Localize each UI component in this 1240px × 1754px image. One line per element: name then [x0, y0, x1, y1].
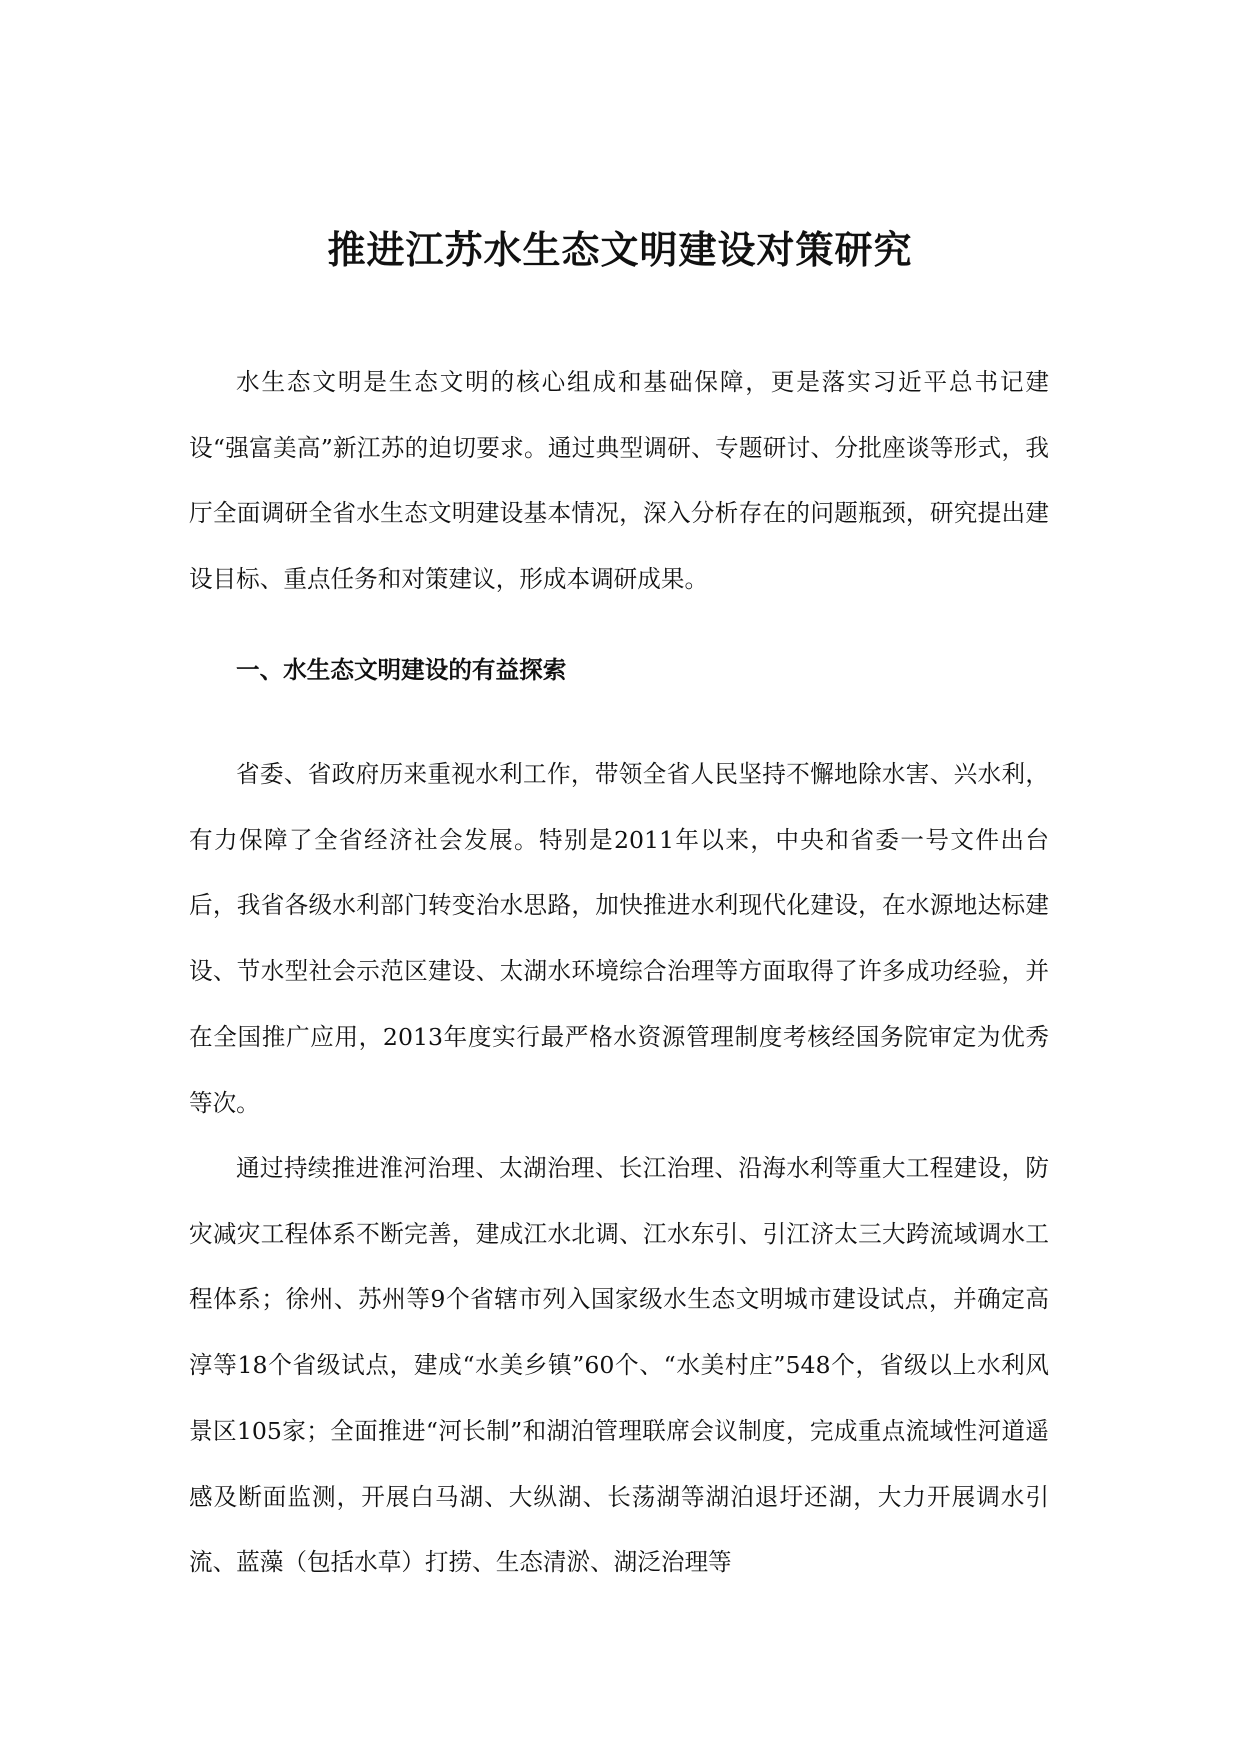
body-paragraph-1: 省委、省政府历来重视水利工作，带领全省人民坚持不懈地除水害、兴水利，有力保障了全省经济社会发展。特别是2011年以来，中央和省委一号文件出台后，我省各级水利部门转变治水思路，加快推进水利现代化建设，在水源地达标建设、节水型社会示范区建设、太湖水环境综合治理等方面取得了许多成功经验，并在全国推广应用，2013年度实行最严格水资源管理制度考核经国务院审定为优秀等次。: [189, 760, 1049, 1117]
section-heading: 一、水生态文明建设的有益探索: [236, 656, 567, 684]
intro-paragraph: 水生态文明是生态文明的核心组成和基础保障，更是落实习近平总书记建设“强富美高”新江苏的迫切要求。通过典型调研、专题研讨、分批座谈等形式，我厅全面调研全省水生态文明建设基本情况，深入分析存在的问题瓶颈，研究提出建设目标、重点任务和对策建议，形成本调研成果。: [189, 368, 1049, 594]
body-paragraph-2: 通过持续推进淮河治理、太湖治理、长江治理、沿海水利等重大工程建设，防灾减灾工程体系不断完善，建成江水北调、江水东引、引江济太三大跨流域调水工程体系；徐州、苏州等9个省辖市列入国家级水生态文明城市建设试点，并确定高淳等18个省级试点，建成“水美乡镇”60个、“水美村庄”548个，省级以上水利风景区105家；全面推进“河长制”和湖泊管理联席会议制度，完成重点流域性河道遥感及断面监测，开展白马湖、大纵湖、长荡湖等湖泊退圩还湖，大力开展调水引流、蓝藻（包括水草）打捞、生态清淤、湖泛治理等: [189, 1154, 1049, 1577]
document-title: 推进江苏水生态文明建设对策研究: [327, 227, 913, 272]
